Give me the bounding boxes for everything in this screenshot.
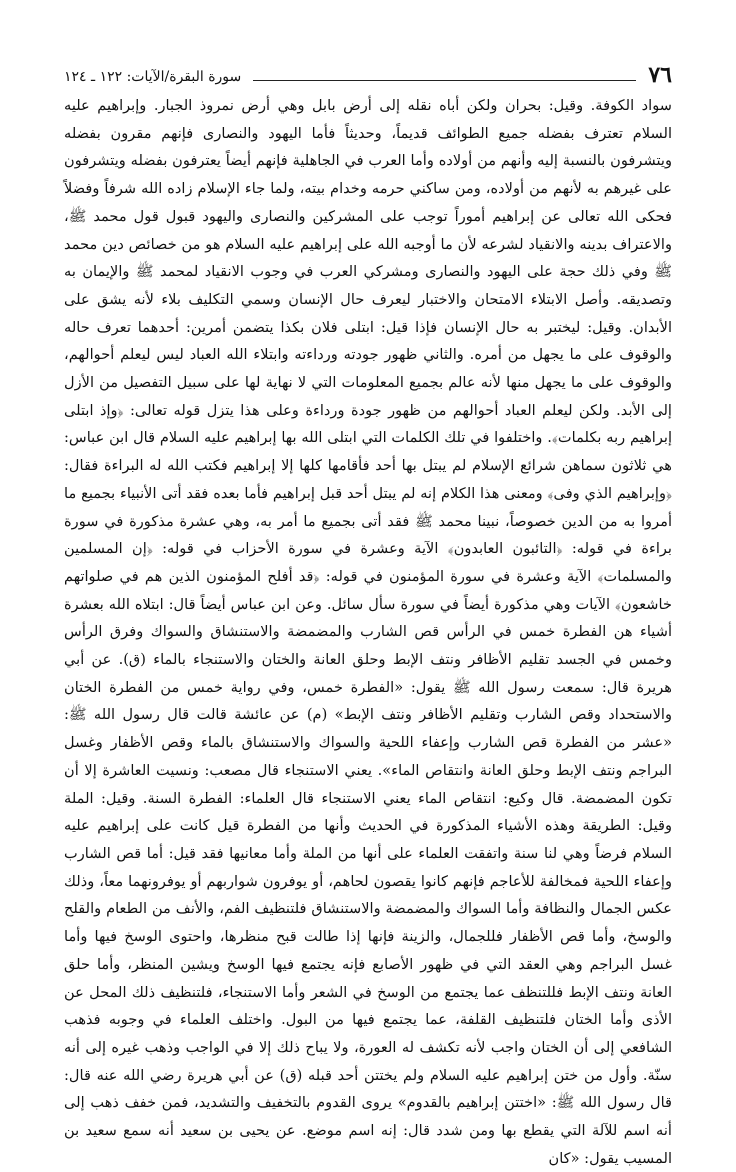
page-body — [64, 92, 672, 1172]
surah-title: سورة البقرة/الآيات: ١٢٢ ـ ١٢٤ — [64, 69, 242, 85]
body-paragraph: سواد الكوفة. وقيل: بحران ولكن أباه نقله إلى أرض بابل وهي أرض نمروذ الجبار. وإبراهيم عليه السلام تعترف بفضله جميع الطوائف قديماً، وحديثاً فأما اليهود والنصارى فإنهم مقرون بفضله ويتشرفون بالنسبة إليه وأنهم من أولاده وأما العرب في الجاهلية فإنهم أيضاً يعترفون بفضله ويتشرفون على غيرهم به لأنهم من أولاده، ومن ساكني حرمه وخدام بيته، ولما جاء الإسلام زاده الله شرفاً وفضلاً فحكى الله تعالى عن إبراهيم أموراً توجب على المشركين والنصارى واليهود قبول قول محمد ﷺ، والاعتراف بدينه والانقياد لشرعه لأن ما أوجبه الله على إبراهيم عليه السلام هو من خصائص دين محمد ﷺ وفي ذلك حجة على اليهود والنصارى ومشركي العرب في وجوب الانقياد لمحمد ﷺ والإيمان به وتصديقه. وأصل الابتلاء الامتحان والاختبار ليعرف حال الإنسان وسمي التكليف بلاء لأنه يشق على الأبدان. وقيل: ليختبر به حال الإنسان فإذا قيل: ابتلى فلان بكذا يتضمن أمرين: أحدهما تعرف حاله والوقوف على ما يجهل من أمره. والثاني ظهور جودته ورداءته وابتلاء الله العباد ليس ليعلم أحوالهم، والوقوف على ما يجهل منها لأنه عالم بجميع المعلومات التي لا نهاية لها على سبيل التفصيل من الأزل إلى الأبد. ولكن ليعلم العباد أحوالهم من ظهور جودة ورداءة وعلى هذا يتزل قوله تعالى: ﴿وإذ ابتلى إبراهيم ربه بكلمات﴾. واختلفوا في تلك الكلمات التي ابتلى الله بها إبراهيم عليه السلام قال ابن عباس: هي ثلاثون سماهن شرائع الإسلام لم يبتل بها أحد فأقامها كلها إلا إبراهيم فكتب الله له البراءة فقال: ﴿وإبراهيم الذي وفى﴾ ومعنى هذا الكلام إنه لم يبتل أحد قبل إبراهيم فأما بعده فقد أتى الأنبياء بجميع ما أمروا به من الدين خصوصاً، نبينا محمد ﷺ فقد أتى بجميع ما أمر به، وهي عشرة مذكورة في سورة براءة في قوله: ﴿التائبون العابدون﴾ الآية وعشرة في سورة الأحزاب في قوله: ﴿إن المسلمين والمسلمات﴾ الآية وعشرة في سورة المؤمنون في قوله: ﴿قد أفلح المؤمنون الذين هم في صلواتهم خاشعون﴾ الآيات وهي مذكورة أيضاً في سورة سأل سائل. وعن ابن عباس أيضاً قال: ابتلاه الله بعشرة أشياء هن الفطرة خمس في الرأس قص الشارب والمضمضة والاستنشاق والسواك وفرق الرأس وخمس في الجسد تقليم الأظافر ونتف الإبط وحلق العانة والختان والاستنجاء بالماء (ق). عن أبي هريرة قال: سمعت رسول الله ﷺ يقول: «الفطرة خمس، وفي رواية خمس من الفطرة الختان والاستحداد وقص الشارب وتقليم الأظافر ونتف الإبط» (م) عن عائشة قالت قال رسول الله ﷺ: «عشر من الفطرة قص الشارب وإعفاء اللحية والسواك والاستنشاق بالماء وقص الأظفار وغسل البراجم ونتف الإبط وحلق العانة وانتقاص الماء». يعني الاستنجاء قال مصعب: ونسيت العاشرة إلا أن تكون المضمضة. قال وكيع: انتقاص الماء يعني الاستنجاء قال العلماء: الفطرة السنة. وقيل: الملة وقيل: الطريقة وهذه الأشياء المذكورة في الحديث وأنها من الفطرة قيل كانت على إبراهيم عليه السلام فرضاً وهي لنا سنة واتفقت العلماء على أنها من الملة وأما معانيها فقد قيل: أما قص الشارب وإعفاء اللحية فمخالفة للأعاجم فإنهم كانوا يقصون لحاهم، أو يوفرون شواربهم أو يوفرونهما معاً، وذلك عكس الجمال والنظافة وأما السواك والمضمضة والاستنشاق فلتنظيف الفم، والأنف من الطعام والقلح والوسخ، وأما قص الأظفار فللجمال، والزينة فإنها إذا طالت قبح منظرها، واحتوى الوسخ فيها وأما غسل البراجم وهي العقد التي في ظهور الأصابع فإنه يجتمع فيها الوسخ ويشين المنظر، وأما حلق العانة ونتف الإبط فللتنظف عما يجتمع من الوسخ في الشعر وأما الاستنجاء، فلتنظيف ذلك المحل عن الأذى وأما الختان فلتنظيف القلفة، عما يجتمع فيها من البول. واختلف العلماء في وجوبه فذهب الشافعي إلى أن الختان واجب لأنه تكشف له العورة، ولا يباح ذلك إلا في الواجب وذهب غيره إلى أنه سنّة. وأول من ختن إبراهيم عليه السلام ولم يختتن أحد قبله (ق) عن أبي هريرة رضي الله عنه قال: قال رسول الله ﷺ: «اختتن إبراهيم بالقدوم» يروى القدوم بالتخفيف والتشديد، فمن خفف ذهب إلى أنه اسم للآلة التي يقطع بها ومن شدد قال: إنه اسم موضع. عن يحيى بن سعيد أنه سمع سعيد بن المسيب يقول: «كان — [64, 97, 672, 1167]
page-number: ٧٦ — [648, 62, 672, 88]
page-header — [64, 60, 672, 86]
header-rule — [253, 80, 636, 81]
